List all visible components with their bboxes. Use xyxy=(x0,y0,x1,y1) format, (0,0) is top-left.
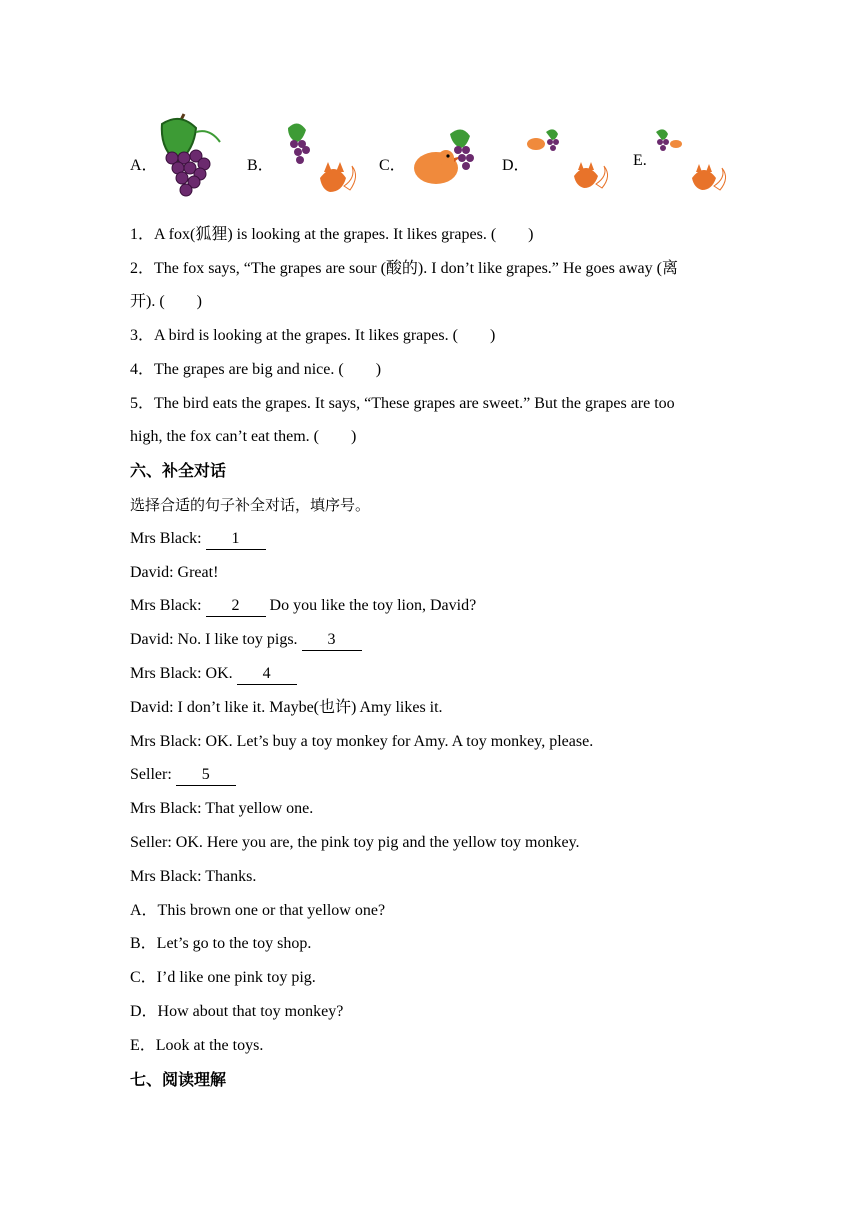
dialogue-line-3 xyxy=(130,596,476,617)
blank-5[interactable]: 5 xyxy=(176,765,236,786)
section-6-instruction: 选择合适的句子补全对话，填序号。 xyxy=(130,496,371,514)
blank-2[interactable]: 2 xyxy=(206,596,266,617)
dialogue-text: Do you like the toy lion, David? xyxy=(269,597,477,614)
option-d-label: D． xyxy=(502,157,530,174)
choice-d: D．How about that toy monkey? xyxy=(130,1003,344,1020)
dialogue-line-8 xyxy=(130,765,236,786)
bird-and-grapes-picture xyxy=(410,126,490,192)
matching-sentence-1: 1．A fox(狐狸) is looking at the grapes. It likes grapes. ( ) xyxy=(130,226,534,243)
matching-sentence-4: 4．The grapes are big and nice. ( ) xyxy=(130,361,382,378)
blank-4[interactable]: 4 xyxy=(237,664,297,685)
matching-sentence-5: 5．The bird eats the grapes. It says, “These grapes are sweet.” But the grapes are too xyxy=(130,395,675,412)
grapes-and-fox-small-picture xyxy=(654,128,730,194)
speaker: Mrs Black: xyxy=(130,597,206,614)
section-7-heading: 七、阅读理解 xyxy=(130,1070,227,1089)
dialogue-text: David: No. I like toy pigs. xyxy=(130,631,302,648)
choice-e: E．Look at the toys. xyxy=(130,1037,264,1054)
blank-1[interactable]: 1 xyxy=(206,529,266,550)
option-e-label: E. xyxy=(633,152,647,169)
grapes-picture xyxy=(150,112,230,204)
matching-sentence-2: 2．The fox says, “The grapes are sour (酸的). I don’t like grapes.” He goes away (离 xyxy=(130,260,678,277)
dialogue-line-4 xyxy=(130,630,362,651)
choice-a: A．This brown one or that yellow one? xyxy=(130,902,386,919)
dialogue-line-5 xyxy=(130,664,297,685)
section-6-heading: 六、补全对话 xyxy=(130,461,227,480)
blank-3[interactable]: 3 xyxy=(302,630,362,651)
dialogue-line-2: David: Great! xyxy=(130,564,219,581)
dialogue-line-9: Mrs Black: That yellow one. xyxy=(130,800,314,817)
dialogue-line-11: Mrs Black: Thanks. xyxy=(130,868,257,885)
matching-sentence-5-cont: high, the fox can’t eat them. ( ) xyxy=(130,428,357,445)
grapes-and-fox-picture xyxy=(284,120,354,200)
choice-c: C．I’d like one pink toy pig. xyxy=(130,969,316,986)
option-c-label: C． xyxy=(379,157,406,174)
dialogue-line-1 xyxy=(130,529,266,550)
dialogue-line-7: Mrs Black: OK. Let’s buy a toy monkey for Amy. A toy monkey, please. xyxy=(130,733,594,750)
dialogue-text: Mrs Black: OK. xyxy=(130,665,237,682)
matching-sentence-2-cont: 开). ( ) xyxy=(130,293,202,310)
speaker: Seller: xyxy=(130,766,176,783)
matching-sentence-3: 3．A bird is looking at the grapes. It likes grapes. ( ) xyxy=(130,327,496,344)
speaker: Mrs Black: xyxy=(130,530,206,547)
dialogue-line-10: Seller: OK. Here you are, the pink toy pig and the yellow toy monkey. xyxy=(130,834,580,851)
option-a-label: A． xyxy=(130,157,158,174)
choice-b: B．Let’s go to the toy shop. xyxy=(130,935,312,952)
dialogue-line-6: David: I don’t like it. Maybe(也许) Amy likes it. xyxy=(130,699,443,716)
bird-grapes-fox-picture xyxy=(526,128,610,192)
option-b-label: B． xyxy=(247,157,274,174)
